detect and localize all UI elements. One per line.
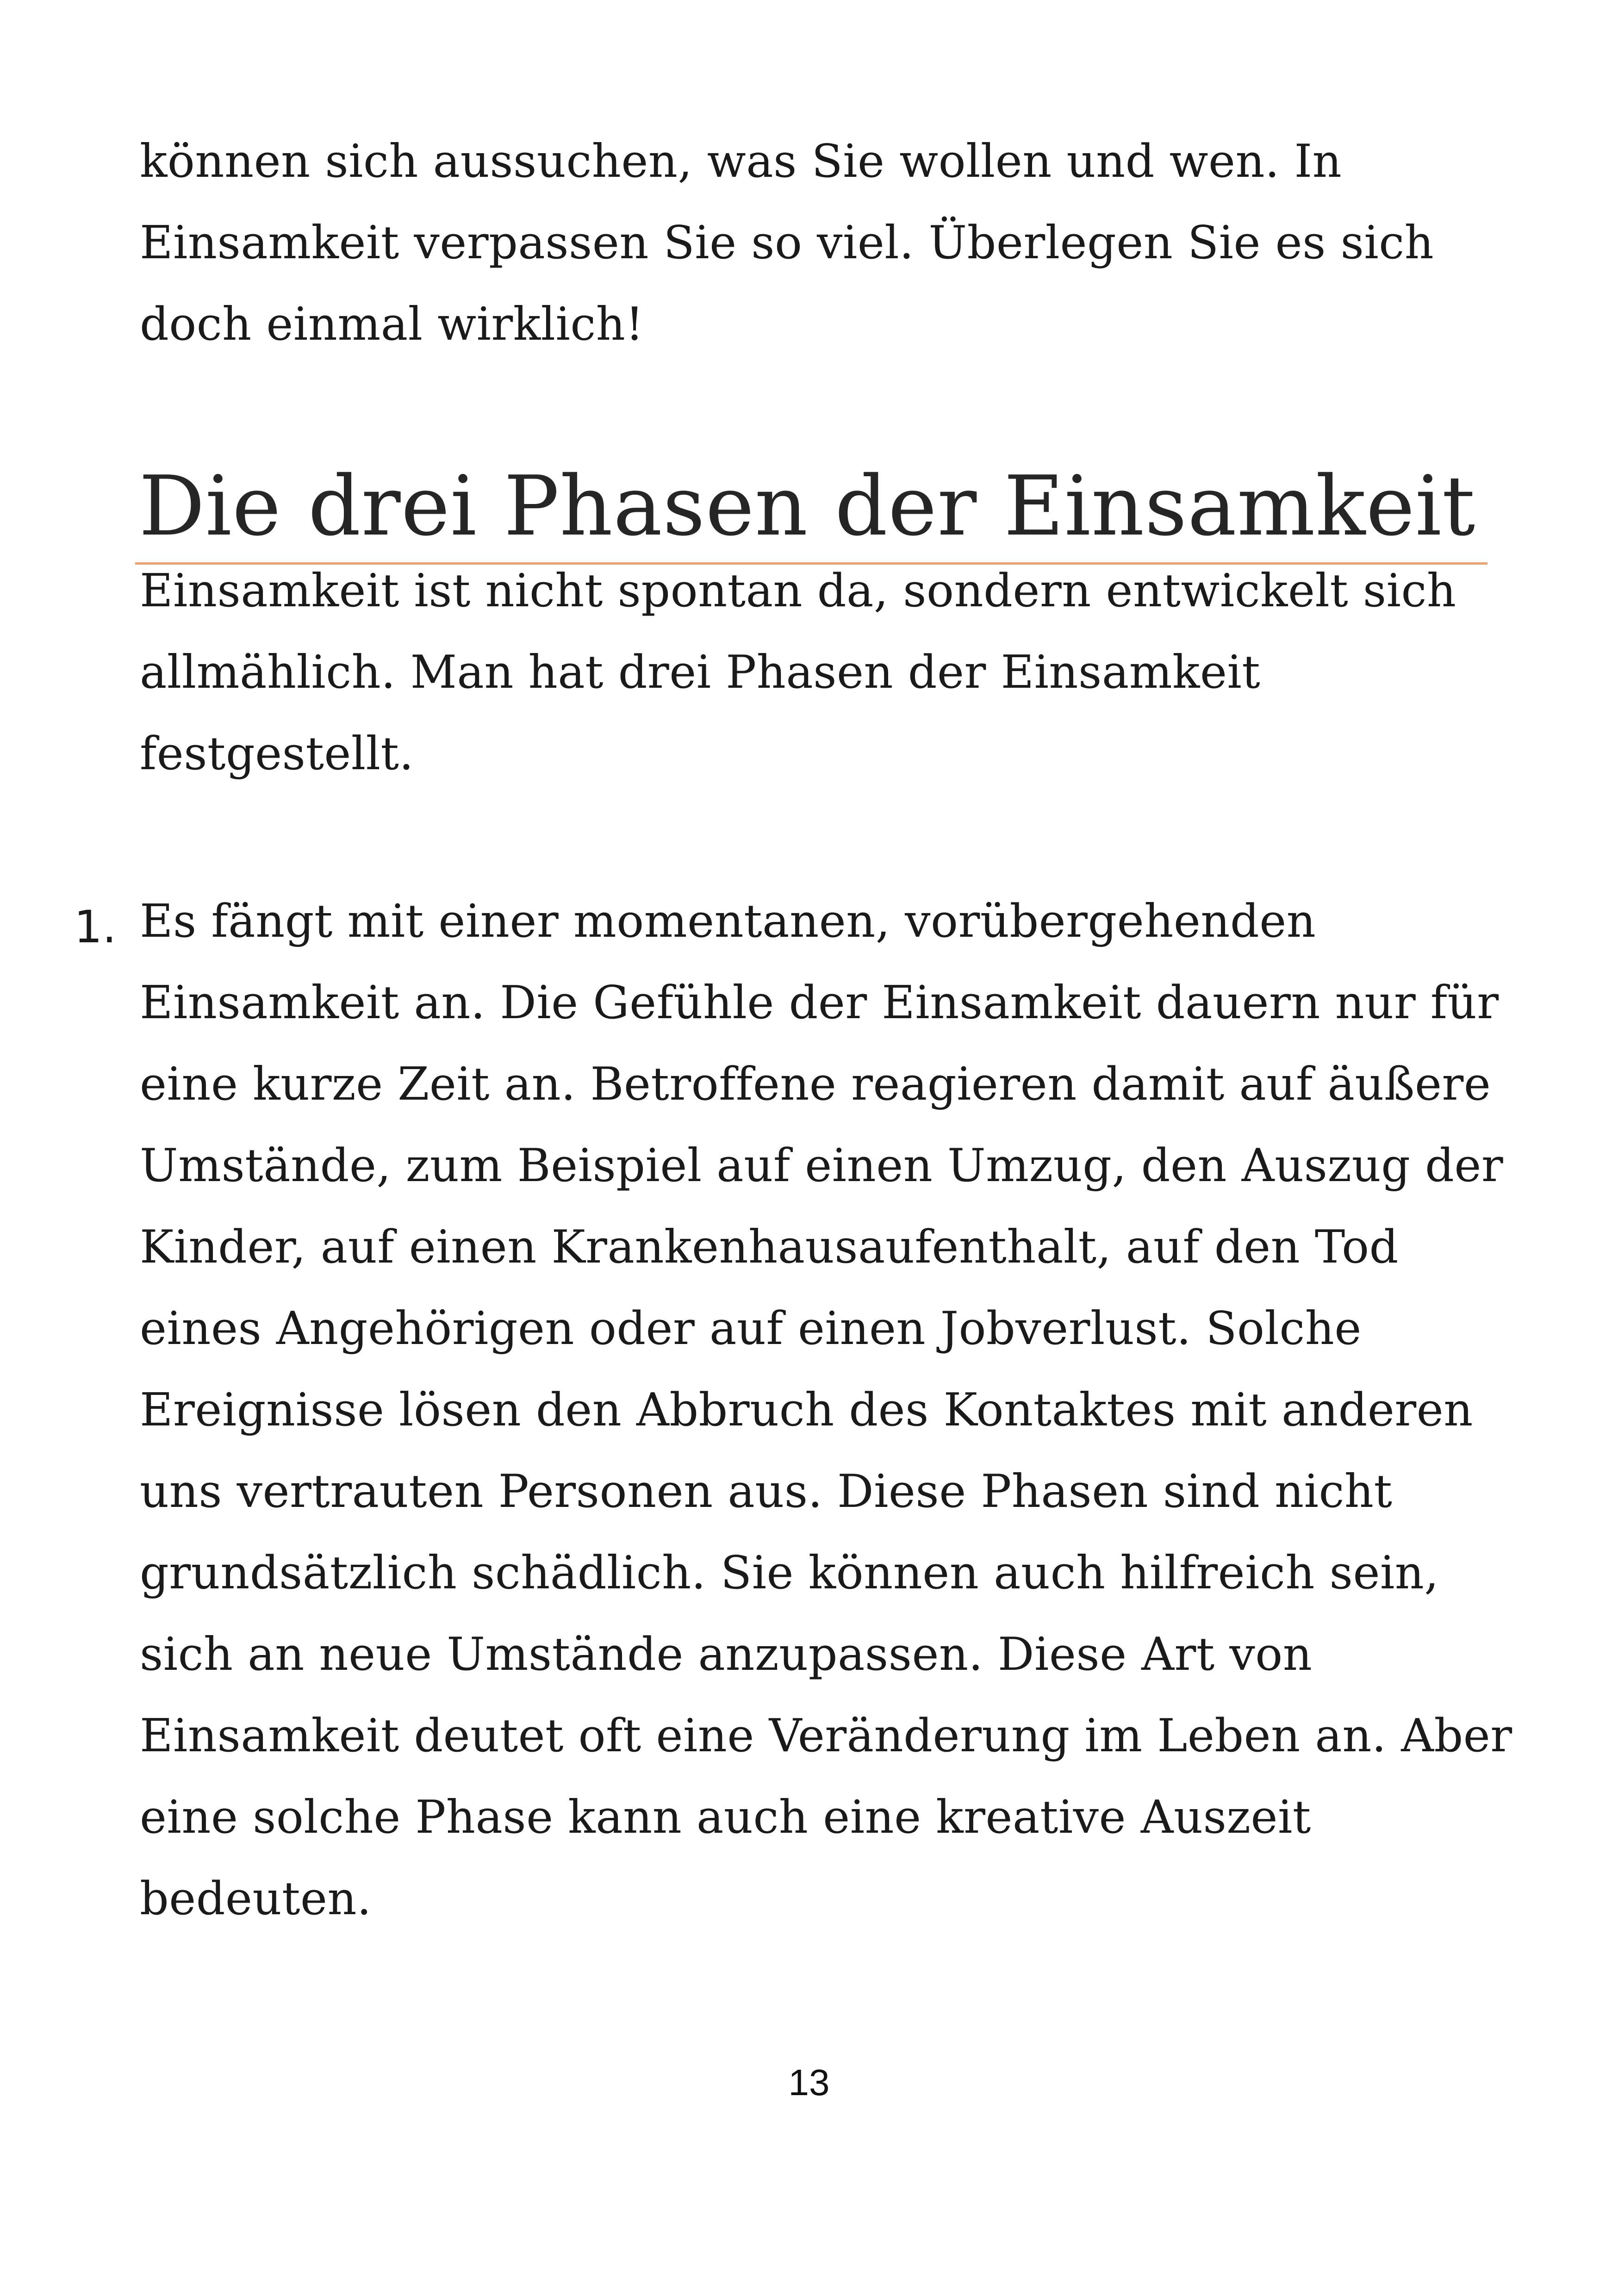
list-item-line: uns vertrauten Personen aus. Diese Phasen sind nicht	[140, 1465, 1393, 1518]
intro-line: Einsamkeit verpassen Sie so viel. Überlegen Sie es sich	[140, 217, 1434, 269]
paragraph-line: festgestellt.	[140, 728, 414, 780]
list-item-line: bedeuten.	[140, 1873, 372, 1925]
list-item-line: Ereignisse lösen den Abbruch des Kontaktes mit anderen	[140, 1384, 1473, 1437]
list-item-line: grundsätzlich schädlich. Sie können auch hilfreich sein,	[140, 1547, 1439, 1599]
paragraph-line: Einsamkeit ist nicht spontan da, sondern entwickelt sich	[140, 565, 1456, 617]
section-heading: Die drei Phasen der Einsamkeit	[139, 458, 1476, 554]
list-item-line: Einsamkeit deutet oft eine Veränderung im Leben an. Aber	[140, 1710, 1512, 1762]
list-item-line: Kinder, auf einen Krankenhausaufenthalt, auf den Tod	[140, 1221, 1399, 1274]
intro-line: können sich aussuchen, was Sie wollen und wen. In	[140, 135, 1342, 188]
list-item-line: eines Angehörigen oder auf einen Jobverlust. Solche	[140, 1302, 1362, 1355]
intro-line: doch einmal wirklich!	[140, 298, 644, 351]
list-item-line: eine kurze Zeit an. Betroffene reagieren damit auf äußere	[140, 1058, 1491, 1111]
list-item-line: Einsamkeit an. Die Gefühle der Einsamkeit dauern nur für	[140, 977, 1499, 1029]
paragraph-line: allmählich. Man hat drei Phasen der Einsamkeit	[140, 646, 1261, 699]
list-number: 1.	[74, 901, 117, 953]
list-item-line: Es fängt mit einer momentanen, vorübergehenden	[140, 895, 1316, 948]
list-item-line: sich an neue Umstände anzupassen. Diese Art von	[140, 1628, 1313, 1681]
list-item-line: eine solche Phase kann auch eine kreative Auszeit	[140, 1791, 1311, 1844]
list-item-line: Umstände, zum Beispiel auf einen Umzug, den Auszug der	[140, 1139, 1504, 1192]
page-number: 13	[788, 2062, 830, 2103]
